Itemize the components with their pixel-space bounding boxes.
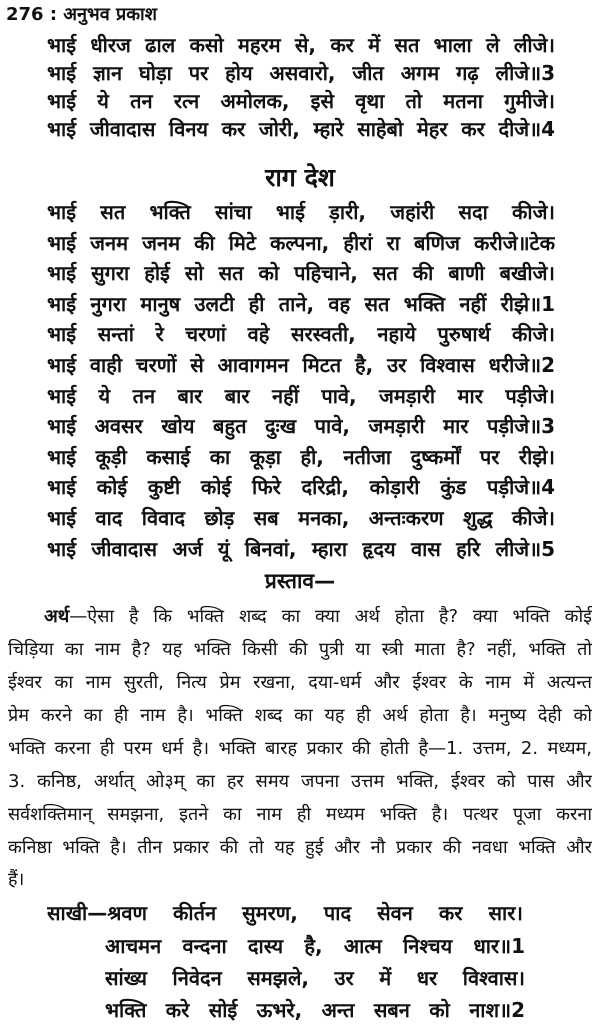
verse-line: भाई कूड़ी कसाई का कूड़ा ही, नतीजा दुष्कर्मों पर रीझे। xyxy=(47,445,555,469)
prose-line: कनिष्ठा भक्ति है। तीन प्रकार की तो यह हुई और नौ प्रकार की नवधा भक्ति और xyxy=(8,837,592,858)
verse-line: भाई सुगरा होई सो सत को पहिचाने, सत की बाणी बखीजे। xyxy=(47,261,555,285)
sakhi-line: भक्ति करे सोई ऊभरे, अन्त सबन को नाश॥2 xyxy=(105,998,525,1022)
sakhi-line: आचमन वन्दना दास्य है, आत्म निश्चय धार॥1 xyxy=(105,934,525,958)
verse-line: भाई ये तन रत्न अमोलक, इसे वृथा तो मतना गुमीजे। xyxy=(47,89,555,113)
running-head: 276 : अनुभव प्रकाश xyxy=(6,4,157,25)
prose-line: हैं। xyxy=(8,869,25,890)
prose-line: भक्ति करना ही परम धर्म है। भक्ति बारह प्रकार की होती है—1. उत्तम, 2. मध्यम, xyxy=(8,738,592,759)
verse-line: भाई अवसर खोय बहुत दुःख पावे, जमड़ारी मार पड़ीजे॥3 xyxy=(47,414,555,438)
verse-line: भाई सन्तां रे चरणां वहे सरस्वती, नहाये पुरुषार्थ कीजे। xyxy=(47,322,555,346)
prose-line: ईश्वर का नाम सुरती, नित्य प्रेम रखना, दया-धर्म और ईश्वर के नाम में अत्यन्त xyxy=(8,672,592,693)
lead-word: अर्थ xyxy=(44,606,70,627)
verse-line: भाई नुगरा मानुष उलटी ही ताने, वह सत भक्ति नहीं रीझे॥1 xyxy=(47,292,555,316)
verse-line: भाई जीवादास अर्ज यूं बिनवां, म्हारा हृदय वास हरि लीजे॥5 xyxy=(47,537,555,561)
prose-line: प्रेम करने का ही नाम है। भक्ति शब्द का यह ही अर्थ होता है। मनुष्य देही को xyxy=(8,705,592,726)
prose-line: सर्वशक्तिमान् समझना, इतने का नाम ही मध्यम भक्ति है। पत्थर पूजा करना xyxy=(8,804,592,825)
verse-line: भाई ज्ञान घोड़ा पर होय असवारो, जीत अगम गढ़ लीजे॥3 xyxy=(47,61,555,85)
sakhi-line: सांख्य निवेदन समझले, उर में धर विश्वास। xyxy=(105,966,525,990)
prose-line: चिड़िया का नाम है? यह भक्ति किसी की पुत्री या स्त्री माता है? नहीं, भक्ति तो xyxy=(8,639,592,660)
prose-line: 3. कनिष्ठ, अर्थात् ओ३म् का हर समय जपना उत्तम भक्ति, ईश्वर को पास और xyxy=(8,771,592,792)
verse-line: भाई धीरज ढाल कसो महरम से, कर में सत भाला ले लीजे। xyxy=(47,33,555,57)
verse-line: भाई सत भक्ति सांचा भाई ड़ारी, जहांरी सदा कीजे। xyxy=(47,200,555,224)
prose-line xyxy=(44,602,592,632)
section-heading-prastav: प्रस्ताव— xyxy=(264,569,336,593)
verse-line: भाई कोई कुष्टी कोई फिरे दरिद्री, कोड़ारी कुंड पड़ीजे॥4 xyxy=(47,475,555,499)
verse-line: भाई वाद विवाद छोड़ सब मनका, अन्तःकरण शुद्ध कीजे। xyxy=(47,506,555,530)
verse-line: भाई ये तन बार बार नहीं पावे, जमड़ारी मार पड़ीजे। xyxy=(47,384,555,408)
section-heading-raag-desh: राग देश xyxy=(265,163,335,192)
verse-line: भाई जनम जनम की मिटे कल्पना, हीरां रा बणिज करीजे॥टेक xyxy=(47,231,555,255)
verse-line: भाई वाही चरणों से आवागमन मिटत है, उर विश्वास धरीजे॥2 xyxy=(47,353,555,377)
prose-text: —ऐसा है कि भक्ति शब्द का क्या अर्थ होता है? क्या भक्ति कोई xyxy=(69,606,592,627)
verse-line: भाई जीवादास विनय कर जोरी, म्हारे साहेबो मेहर कर दीजे॥4 xyxy=(47,117,555,141)
sakhi-line: साखी—श्रवण कीर्तन सुमरण, पाद सेवन कर सार। xyxy=(47,901,523,925)
